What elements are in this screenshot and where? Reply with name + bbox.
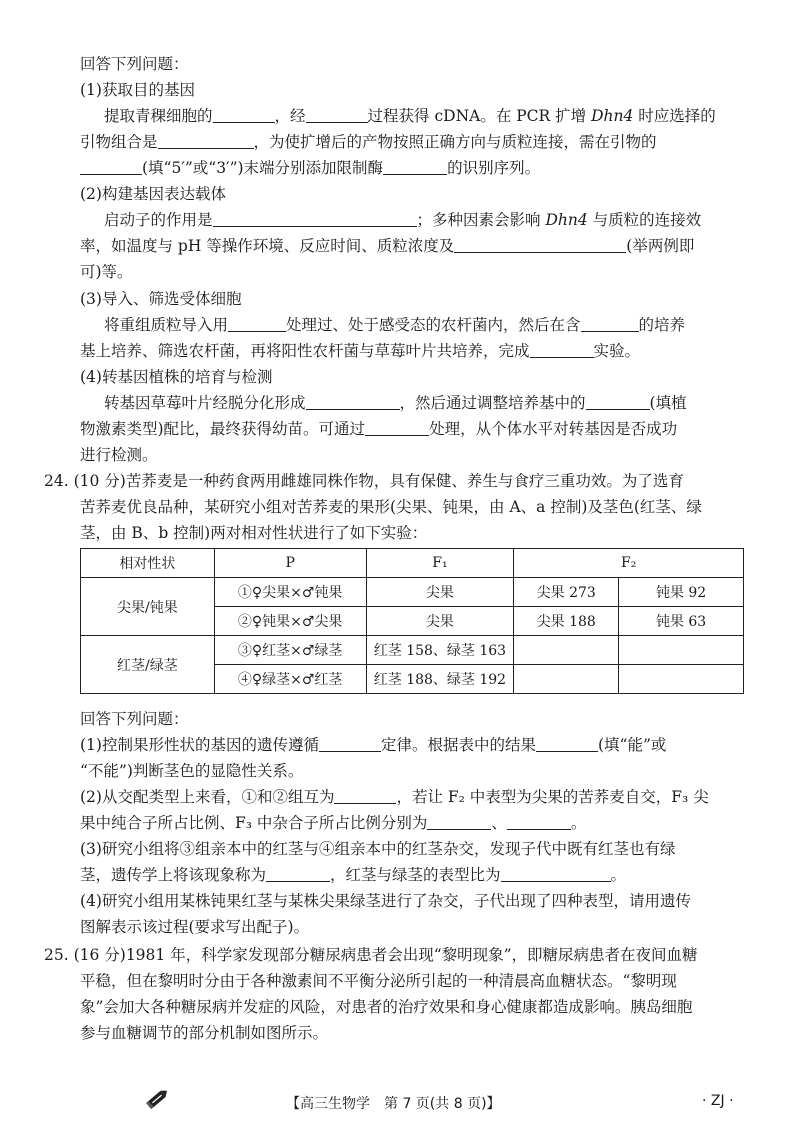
intro-text: 回答下列问题： [80,55,189,73]
header-cell: F₂ [514,549,744,578]
answer-blank[interactable] [213,106,275,123]
q23-s1-line1: 提取青稞细胞的 ，经 过程获得 cDNA。在 PCR 扩增 Dhn4 时应选择的 [104,107,716,125]
answer-blank[interactable] [454,236,626,253]
answer-blank[interactable] [213,210,417,227]
answer-blank[interactable] [306,106,368,123]
header-cell: P [214,549,366,578]
answer-blank[interactable] [507,813,571,830]
q23-s2-title: (2)构建基因表达载体 [80,185,226,203]
q25-stem-line2: 平稳，但在黎明时分由于各种激素间不平衡分泌所引起的一种清晨高血糖状态。“黎明现 [80,972,677,990]
q24-s2-line2: 果中纯合子所占比例、F₃ 中杂合子所占比例分别为 、 。 [80,814,587,832]
table-cell [619,636,744,665]
q24-stem-line1: 24. (10 分)苦荞麦是一种药食两用雌雄同株作物，具有保健、养生与食疗三重功效。为了选育 [44,472,684,490]
table-cell: 尖果 [366,607,514,636]
table-cell: ①♀尖果×♂钝果 [214,578,366,607]
q24-s3-line1: (3)研究小组将③组亲本中的红茎与④组亲本中的红茎杂交，发现子代中既有红茎也有绿 [80,840,676,858]
q24-ask: 回答下列问题： [80,710,189,728]
answer-blank[interactable] [530,341,594,358]
q23-s2-line1: 启动子的作用是 ；多种因素会影响 Dhn4 与质粒的连接效 [104,211,702,229]
q23-s4-title: (4)转基因植株的培育与检测 [80,368,273,386]
q24-s4-line1: (4)研究小组用某株钝果红茎与某株尖果绿茎进行了杂交，子代出现了四种表型，请用遗传 [80,892,691,910]
q25-stem-line1: 25. (16 分)1981 年，科学家发现部分糖尿病患者会出现“黎明现象”，即糖尿病患者在夜间血糖 [44,946,698,964]
q24-stem-line3: 茎，由 B、b 控制)两对相对性状进行了如下实验： [80,524,428,542]
q23-s4-line2: 物激素类型)配比，最终获得幼苗。可通过 处理，从个体水平对转基因是否成功 [80,420,678,438]
answer-blank[interactable] [586,393,650,410]
answer-blank[interactable] [306,393,400,410]
cross-results-table [80,548,744,694]
answer-blank[interactable] [536,735,598,752]
q23-s1-line3: (填“5′”或“3′”)末端分别添加限制酶 的识别序列。 [80,157,540,179]
table-cell: ④♀绿茎×♂红茎 [214,665,366,694]
q23-s1-line2: 引物组合是 ，为使扩增后的产物按照正确方向与质粒连接，需在引物的 [80,133,657,151]
q23-s3-line2: 基上培养、筛选农杆菌，再将阳性农杆菌与草莓叶片共培养，完成 实验。 [80,342,641,360]
q23-s2-line3: 可)等。 [80,263,133,281]
answer-blank[interactable] [228,315,286,332]
table-row [81,636,744,665]
table-cell: ②♀钝果×♂尖果 [214,607,366,636]
answer-blank[interactable] [319,735,381,752]
table-row [81,578,744,607]
trait-cell: 红茎/绿茎 [81,636,215,694]
q23-s2-line2: 率，如温度与 pH 等操作环境、反应时间、质粒浓度及 (举两例即 [80,237,695,255]
table-cell: 尖果 273 [514,578,619,607]
trait-cell: 尖果/钝果 [81,578,215,636]
table-cell [514,665,619,694]
q23-s4-line3: 进行检测。 [80,446,158,464]
table-cell: 红茎 188、绿茎 192 [366,665,514,694]
table-cell: ③♀红茎×♂绿茎 [214,636,366,665]
q23-s3-title: (3)导入、筛选受体细胞 [80,290,242,308]
header-cell: 相对性状 [81,549,215,578]
answer-blank[interactable] [365,419,429,436]
q24-s1-line2: “不能”)判断茎色的显隐性关系。 [80,762,304,780]
answer-blank[interactable] [581,315,639,332]
q24-s1-line1: (1)控制果形性状的基因的遗传遵循 定律。根据表中的结果 (填“能”或 [80,736,667,754]
q23-s4-line1: 转基因草莓叶片经脱分化形成 ，然后通过调整培养基中的 (填植 [104,394,687,412]
table-cell: 尖果 188 [514,607,619,636]
answer-blank[interactable] [501,865,611,882]
page-footer-title: 【高三生物学 第 7 页(共 8 页)】 [286,1096,501,1112]
header-cell: F₁ [366,549,514,578]
q23-s3-line1: 将重组质粒导入用 处理过、处于感受态的农杆菌内，然后在含 的培养 [104,316,686,334]
table-cell: 钝果 92 [619,578,744,607]
table-cell: 钝果 63 [619,607,744,636]
q25-stem-line4: 参与血糖调节的部分机制如图所示。 [80,1024,329,1042]
answer-blank[interactable] [80,158,142,175]
table-header-row [81,549,744,578]
q24-s3-line2: 茎，遗传学上将该现象称为 ，红茎与绿茎的表型比为 。 [80,866,627,884]
table-cell [619,665,744,694]
q23-s1-title: (1)获取目的基因 [80,81,195,99]
answer-blank[interactable] [266,865,330,882]
q25-stem-line3: 象”会加大各种糖尿病并发症的风险，对患者的治疗效果和身心健康都造成影响。胰岛细胞 [80,998,693,1016]
q24-s4-line2: 图解表示该过程(要求写出配子)。 [80,918,310,936]
q24-s2-line1: (2)从交配类型上来看，①和②组互为 ，若让 F₂ 中表型为尖果的苦荞麦自交，F₃ 尖 [80,788,709,806]
table-cell: 红茎 158、绿茎 163 [366,636,514,665]
page-footer-code: · ZJ · [702,1093,734,1109]
pencil-icon [143,1085,171,1113]
answer-blank[interactable] [383,158,447,175]
table-cell [514,636,619,665]
table-cell: 尖果 [366,578,514,607]
q24-stem-line2: 苦荞麦优良品种，某研究小组对苦荞麦的果形(尖果、钝果，由 A、a 控制)及茎色(红茎、绿 [80,498,702,516]
answer-blank[interactable] [334,787,396,804]
answer-blank[interactable] [427,813,491,830]
answer-blank[interactable] [158,132,254,149]
